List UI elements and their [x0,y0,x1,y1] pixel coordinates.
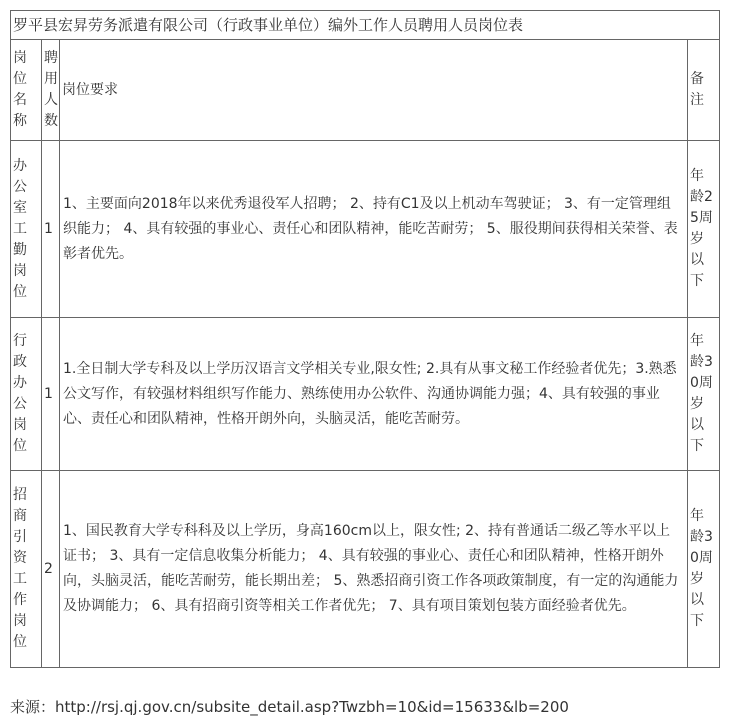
header-position: 岗位名称 [11,40,42,141]
hire-count: 1 [42,141,60,318]
header-count: 聘用人数 [42,40,60,141]
position-requirements: 1、主要面向2018年以来优秀退役军人招聘； 2、持有C1及以上机动车驾驶证； 3、有一定管理组织能力； 4、具有较强的事业心、责任心和团队精神，能吃苦耐劳； 5、服役期间获得相关荣誉、表彰者优先。 [60,141,688,318]
header-requirements: 岗位要求 [60,40,688,141]
job-positions-table [10,10,720,668]
position-name: 行政办公岗位 [11,318,42,471]
table-row [11,471,720,668]
table-title-row [11,11,720,40]
position-requirements: 1、国民教育大学专科科及以上学历，身高160cm以上，限女性; 2、持有普通话二级乙等水平以上证书； 3、具有一定信息收集分析能力； 4、具有较强的事业心、责任心和团队精神，性格开朗外向，头脑灵活，能吃苦耐劳，能长期出差； 5、熟悉招商引资工作各项政策制度，有一定的沟通能力及协调能力； 6、具有招商引资等相关工作者优先； 7、具有项目策划包装方面经验者优先。 [60,471,688,668]
table-row [11,141,720,318]
hire-count: 1 [42,318,60,471]
source-link[interactable]: 来源：http://rsj.qj.gov.cn/subsite_detail.asp?Twzbh=10&id=15633&lb=200 [10,698,569,716]
position-name: 办公室工勤岗位 [11,141,42,318]
hire-count: 2 [42,471,60,668]
table-header-row [11,40,720,141]
table-row [11,318,720,471]
position-requirements: 1.全日制大学专科及以上学历汉语言文学相关专业,限女性; 2.具有从事文秘工作经验者优先；3.熟悉公文写作，有较强材料组织写作能力、熟练使用办公软件、沟通协调能力强；4、具有较强的事业心、责任心和团队精神，性格开朗外向，头脑灵活，能吃苦耐劳。 [60,318,688,471]
table-title: 罗平县宏昇劳务派遣有限公司（行政事业单位）编外工作人员聘用人员岗位表 [11,11,720,40]
position-remarks: 年龄30周岁以下 [688,471,720,668]
position-remarks: 年龄25周岁以下 [688,141,720,318]
header-remarks: 备注 [688,40,720,141]
position-remarks: 年龄30周岁以下 [688,318,720,471]
position-name: 招商引资工作岗位 [11,471,42,668]
